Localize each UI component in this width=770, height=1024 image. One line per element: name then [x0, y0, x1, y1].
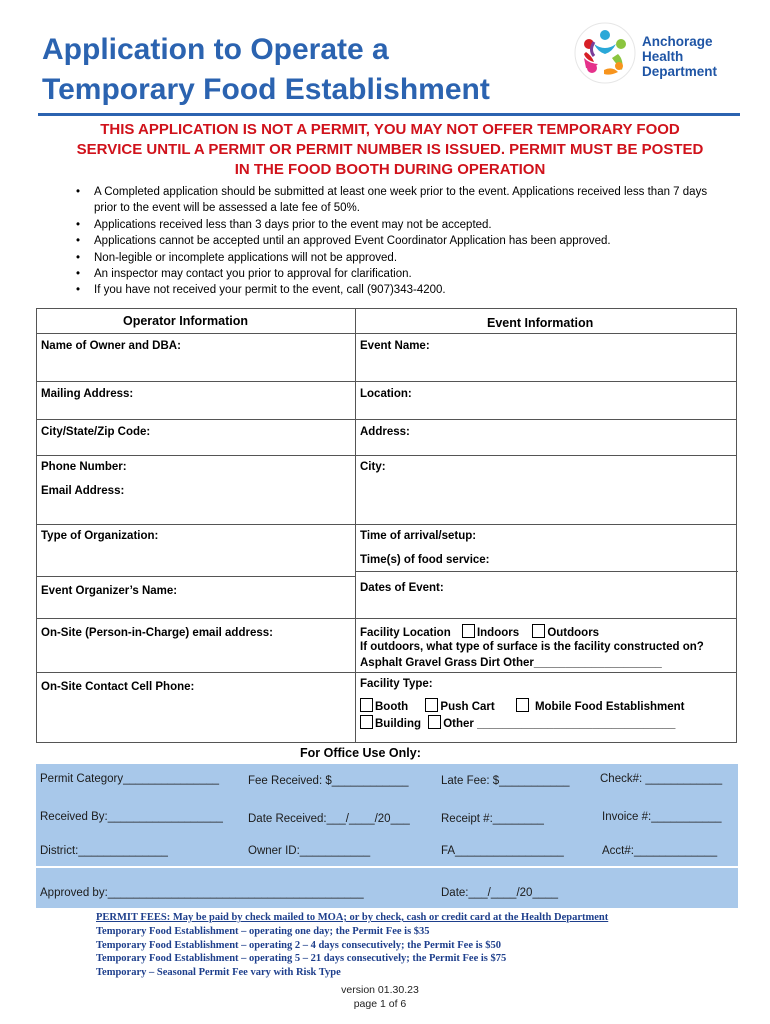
- permit-fees: [96, 911, 736, 980]
- surface-question: If outdoors, what type of surface is the facility constructed on?: [360, 641, 704, 653]
- logo-text: [642, 34, 717, 79]
- arrival-time-field[interactable]: Time of arrival/setup:: [360, 530, 477, 542]
- row-divider: [37, 576, 356, 577]
- office-use-panel: [36, 764, 738, 866]
- fees-heading: PERMIT FEES: May be paid by check mailed to MOA; or by check, cash or credit card at the Health Department: [96, 912, 609, 923]
- mobile-food-checkbox[interactable]: [516, 698, 529, 712]
- address-field[interactable]: Address:: [360, 426, 410, 438]
- page-number: page 1 of 6: [353, 998, 407, 1010]
- received-by-field: Received By:__________________: [40, 811, 223, 823]
- health-department-logo: [574, 22, 754, 84]
- facility-location-label: Facility Location: [360, 627, 451, 639]
- mailing-address-field[interactable]: Mailing Address:: [41, 388, 134, 400]
- outdoors-label: Outdoors: [547, 627, 600, 639]
- instructions-list: [74, 184, 714, 299]
- fee-line: Temporary Food Establishment – operating 2 – 4 days consecutively; the Permit Fee is $50: [96, 939, 501, 951]
- onsite-phone-field[interactable]: On-Site Contact Cell Phone:: [41, 681, 195, 693]
- fee-line: Temporary Food Establishment – operating 5 – 21 days consecutively; the Permit Fee is $75: [96, 953, 507, 965]
- district-field: District:______________: [40, 845, 168, 857]
- fee-received-field: Fee Received: $____________: [248, 775, 409, 787]
- application-form: [36, 308, 737, 743]
- row-divider: [37, 524, 736, 525]
- instruction-item: • If you have not received your permit to the event, call (907)343-4200.: [74, 282, 714, 298]
- permit-category-field: Permit Category_______________: [40, 773, 220, 785]
- title-rule: [38, 113, 740, 116]
- outdoors-checkbox[interactable]: [532, 624, 545, 638]
- organization-type-field[interactable]: Type of Organization:: [41, 530, 159, 542]
- fee-line: Temporary – Seasonal Permit Fee vary with Risk Type: [96, 967, 341, 979]
- version-label: version 01.30.23: [341, 984, 419, 996]
- page-footer: [320, 983, 440, 1011]
- instruction-item: • Non-legible or incomplete applications will not be approved.: [74, 250, 714, 266]
- title-line-1: Application to Operate a: [42, 33, 389, 66]
- row-divider: [37, 381, 736, 382]
- invoice-number-field: Invoice #:___________: [602, 811, 722, 823]
- instruction-item: • A Completed application should be submitted at least one week prior to the event. Applications received less than 7 days prior to the event will be assessed a late fee of 50%.: [74, 184, 714, 217]
- row-divider: [37, 419, 736, 420]
- facility-type-row-2: [360, 715, 675, 732]
- approval-date-field: Date:___/____/20____: [441, 887, 559, 899]
- mobile-food-label: Mobile Food Establishment: [534, 701, 685, 713]
- late-fee-field: Late Fee: $___________: [441, 775, 570, 787]
- row-divider: [356, 571, 738, 572]
- city-state-zip-field[interactable]: City/State/Zip Code:: [41, 426, 151, 438]
- office-approval-panel: [36, 868, 738, 908]
- booth-checkbox[interactable]: [360, 698, 373, 712]
- account-number-field: Acct#:_____________: [602, 845, 718, 857]
- title-line-2: Temporary Food Establishment: [42, 73, 490, 106]
- logo-word-3: Department: [642, 64, 718, 79]
- logo-word-1: Anchorage: [642, 34, 713, 49]
- other-checkbox[interactable]: [428, 715, 441, 729]
- logo-word-2: Health: [642, 49, 684, 64]
- event-info-header: Event Information: [487, 316, 594, 330]
- facility-type-row-1: [360, 698, 684, 715]
- owner-dba-field[interactable]: Name of Owner and DBA:: [41, 340, 181, 352]
- indoors-label: Indoors: [476, 627, 520, 639]
- approved-by-field: Approved by:________________________________________: [40, 887, 364, 899]
- indoors-checkbox[interactable]: [462, 624, 475, 638]
- operator-info-header: Operator Information: [123, 314, 249, 328]
- date-received-field: Date Received:___/____/20___: [248, 813, 410, 825]
- check-number-field: Check#: ____________: [600, 773, 723, 785]
- row-divider: [37, 618, 736, 619]
- warning-line-2: SERVICE UNTIL A PERMIT OR PERMIT NUMBER IS ISSUED. PERMIT MUST BE POSTED: [76, 141, 704, 158]
- event-name-field[interactable]: Event Name:: [360, 340, 430, 352]
- page-title: [42, 30, 572, 110]
- booth-label: Booth: [375, 701, 409, 713]
- permit-warning: [40, 120, 740, 180]
- email-field[interactable]: Email Address:: [41, 485, 125, 497]
- facility-type-label: Facility Type:: [360, 678, 433, 690]
- event-organizer-field[interactable]: Event Organizer’s Name:: [41, 585, 178, 597]
- receipt-number-field: Receipt #:________: [441, 813, 544, 825]
- row-divider: [37, 672, 736, 673]
- warning-line-1: THIS APPLICATION IS NOT A PERMIT, YOU MAY NOT OFFER TEMPORARY FOOD: [100, 121, 680, 138]
- warning-line-3: IN THE FOOD BOOTH DURING OPERATION: [234, 161, 546, 178]
- owner-id-field: Owner ID:___________: [248, 845, 371, 857]
- fa-field: FA_________________: [441, 845, 564, 857]
- push-cart-label: Push Cart: [440, 701, 495, 713]
- facility-location-row: [360, 624, 599, 641]
- service-time-field[interactable]: Time(s) of food service:: [360, 554, 490, 566]
- column-divider: [355, 309, 356, 742]
- push-cart-checkbox[interactable]: [425, 698, 438, 712]
- row-divider: [37, 333, 736, 334]
- row-divider: [37, 455, 736, 456]
- building-label: Building: [375, 718, 421, 730]
- phone-field[interactable]: Phone Number:: [41, 461, 127, 473]
- fee-line: Temporary Food Establishment – operating one day; the Permit Fee is $35: [96, 925, 430, 937]
- location-field[interactable]: Location:: [360, 388, 412, 400]
- instruction-item: • Applications received less than 3 days prior to the event may not be accepted.: [74, 217, 714, 233]
- surface-options[interactable]: Asphalt Gravel Grass Dirt Other____________________: [360, 657, 662, 669]
- onsite-email-field[interactable]: On-Site (Person-in-Charge) email address:: [41, 627, 273, 639]
- instruction-item: • Applications cannot be accepted until an approved Event Coordinator Application has been approved.: [74, 233, 714, 249]
- instruction-item: • An inspector may contact you prior to approval for clarification.: [74, 266, 714, 282]
- office-use-title: For Office Use Only:: [300, 746, 421, 760]
- city-field[interactable]: City:: [360, 461, 386, 473]
- other-label[interactable]: Other _______________________________: [443, 718, 676, 730]
- building-checkbox[interactable]: [360, 715, 373, 729]
- event-dates-field[interactable]: Dates of Event:: [360, 582, 444, 594]
- people-circle-icon: [574, 22, 636, 84]
